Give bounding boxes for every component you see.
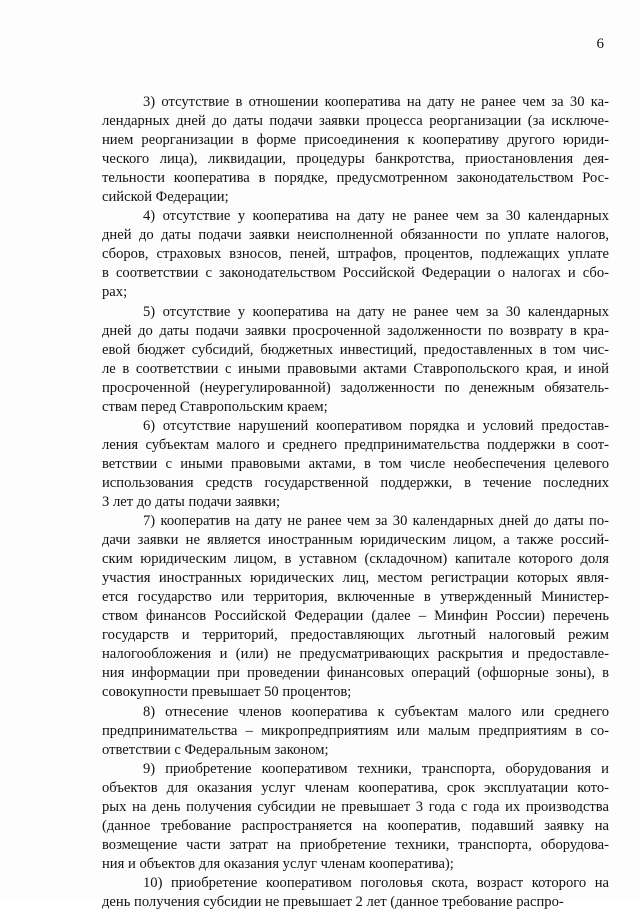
text-line: возмещение части затрат на приобретение техники, транспорта, оборудова- (102, 836, 609, 853)
paragraph (102, 303, 609, 417)
text-line: ется государство или территория, включенные в утвержденный Министер- (102, 589, 609, 606)
text-line: сийской Федерации; (102, 189, 229, 206)
text-line: ством финансов Российской Федерации (далее – Минфин России) перечень (102, 608, 609, 625)
text-line: использования средств государственной поддержки, в течение последних (102, 474, 609, 491)
text-line: дней до даты подачи заявки просроченной задолженности по возврату в кра- (102, 322, 609, 339)
text-line: ствам перед Ставропольским краем; (102, 398, 328, 415)
text-line: 7) кооператив на дату не ранее чем за 30 календарных дней до даты по- (143, 513, 609, 530)
text-line: 8) отнесение членов кооператива к субъектам малого или среднего (143, 703, 609, 720)
text-line: дней до даты подачи заявки неисполненной обязанности по уплате налогов, (102, 227, 609, 244)
text-line: лендарных дней до даты подачи заявки процесса реорганизации (за исключе- (102, 113, 609, 130)
text-line: ле в соответствии с иными правовыми актами Ставропольского края, и иной (102, 360, 609, 377)
text-line: (данное требование распространяется на кооператив, подавший заявку на (102, 817, 609, 834)
text-line: рых на день получения субсидии не превышает 3 года с года их производства (102, 798, 609, 815)
text-line: просроченной (неурегулированной) задолженности по денежным обязатель- (102, 379, 609, 396)
text-line: 3 лет до даты подачи заявки; (102, 493, 281, 510)
text-line: день получения субсидии не превышает 2 лет (данное требование распро- (102, 893, 564, 910)
text-line: дачи заявки не является иностранным юридическим лицом, а также россий- (102, 532, 609, 549)
text-line: тельности кооператива в порядке, предусмотренном законодательством Рос- (102, 170, 609, 187)
text-line: ским юридическим лицом, в уставном (складочном) капитале которого доля (102, 551, 609, 568)
paragraph (102, 93, 609, 207)
text-line: 4) отсутствие у кооператива на дату не ранее чем за 30 календарных (143, 208, 609, 225)
text-line: в соответствии с законодательством Российской Федерации о налогах и сбо- (102, 265, 609, 282)
text-line: нием реорганизации в форме присоединения к кооперативу другого юриди- (102, 132, 609, 149)
paragraph (102, 207, 609, 302)
text-line: объектов для оказания услуг членам кооператива, срок эксплуатации кото- (102, 779, 609, 796)
paragraph (102, 417, 609, 512)
text-line: ния информации при проведении финансовых операций (офшорные зоны), в (102, 665, 609, 682)
text-line: рах; (102, 284, 128, 301)
text-line: участия иностранных юридических лиц, местом регистрации которых явля- (102, 570, 609, 587)
text-line: 9) приобретение кооперативом техники, транспорта, оборудования и (143, 760, 609, 777)
text-line: 6) отсутствие нарушений кооперативом порядка и условий предостав- (143, 417, 609, 434)
paragraph (102, 760, 609, 874)
text-line: сборов, страховых взносов, пеней, штрафов, процентов, подлежащих уплате (102, 246, 609, 263)
paragraph (102, 703, 609, 760)
paragraph (102, 512, 609, 702)
text-line: ления субъектам малого и среднего предпринимательства поддержки в соот- (102, 436, 609, 453)
text-line: ветствии с иными правовыми актами, в том числе необеспечения целевого (102, 455, 609, 472)
text-line: 5) отсутствие у кооператива на дату не ранее чем за 30 календарных (143, 303, 609, 320)
text-line: 3) отсутствие в отношении кооператива на дату не ранее чем за 30 ка- (143, 94, 609, 110)
page-number: 6 (596, 36, 604, 52)
text-line: ния и объектов для оказания услуг членам кооператива); (102, 855, 454, 872)
text-line: совокупности превышает 50 процентов; (102, 684, 352, 701)
text-line: ответствии с Федеральным законом; (102, 741, 329, 758)
document-body (102, 93, 609, 912)
text-line: предпринимательства – микропредприятиям или малым предприятиям в со- (102, 722, 609, 739)
text-line: государств и территорий, предоставляющих льготный налоговый режим (102, 627, 609, 644)
text-line: ческого лица), ликвидации, процедуры банкротства, приостановления дея- (102, 151, 609, 168)
text-line: налогообложения и (или) не предусматривающих раскрытия и предоставле- (102, 646, 609, 663)
text-line: евой бюджет субсидий, бюджетных инвестиций, предоставленных в том чис- (102, 341, 609, 358)
text-line: 10) приобретение кооперативом поголовья скота, возраст которого на (143, 874, 609, 891)
paragraph (102, 874, 609, 912)
